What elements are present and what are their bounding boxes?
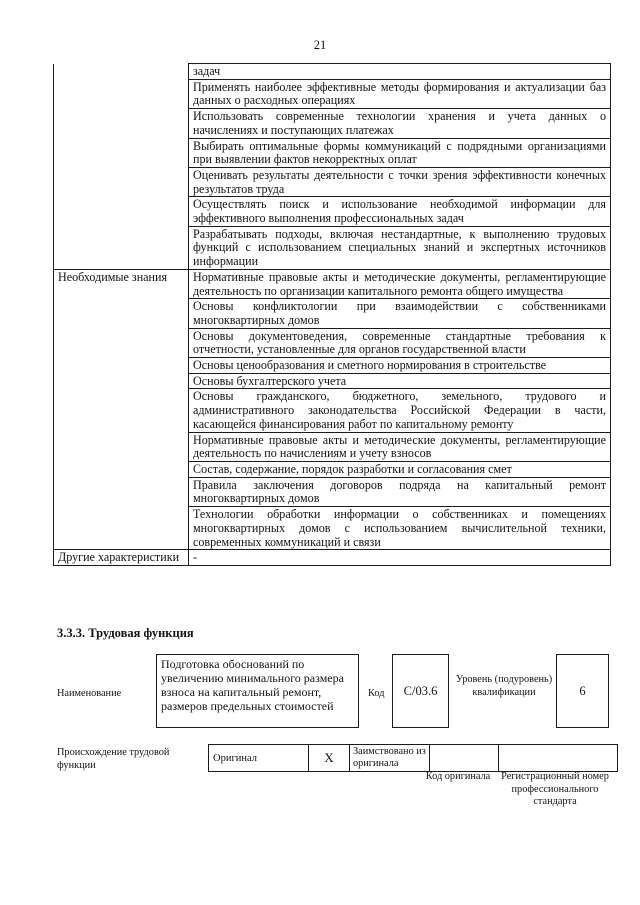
row-category-cell <box>54 64 189 80</box>
row-category-cell <box>54 226 189 269</box>
row-category-cell <box>54 167 189 196</box>
skills-knowledge-table <box>53 63 611 566</box>
table-row <box>54 373 611 389</box>
origin-code-caption: Код оригинала <box>425 771 491 782</box>
code-label: Код <box>368 688 385 699</box>
row-text-cell: Оценивать результаты деятельности с точки зрения эффективности конечных результатов труда <box>189 167 611 196</box>
row-category-cell <box>54 299 189 328</box>
table-row <box>54 64 611 80</box>
row-text-cell: Использовать современные технологии хранения и учета данных о начислениях и поступающих платежах <box>189 109 611 138</box>
row-text-cell: Основы конфликтологии при взаимодействии с собственниками многоквартирных домов <box>189 299 611 328</box>
row-text-cell: Нормативные правовые акты и методические документы, регламентирующие деятельность по начислениям и учету взносов <box>189 432 611 461</box>
page-number: 21 <box>313 38 327 52</box>
row-category-cell <box>54 358 189 374</box>
row-text-cell: - <box>189 550 611 566</box>
row-text-cell: задач <box>189 64 611 80</box>
row-text-cell: Основы документоведения, современные стандартные требования к отчетности, установленные для органов государственной власти <box>189 328 611 357</box>
table-row <box>54 461 611 477</box>
table-row <box>54 328 611 357</box>
row-category-cell <box>54 373 189 389</box>
row-category-cell <box>54 432 189 461</box>
origin-reg-number-cell <box>499 745 618 772</box>
row-text-cell: Выбирать оптимальные формы коммуникаций с подрядными организациями при выявлении фактов некорректных оплат <box>189 138 611 167</box>
table-row <box>54 79 611 108</box>
row-text-cell: Состав, содержание, порядок разработки и согласования смет <box>189 461 611 477</box>
function-code-value: С/03.6 <box>392 654 449 728</box>
origin-original-cell: Оригинал <box>209 745 309 772</box>
row-text-cell: Осуществлять поиск и использование необходимой информации для эффективного выполнения профессиональных задач <box>189 197 611 226</box>
row-category-cell <box>54 109 189 138</box>
row-text-cell: Технологии обработки информации о собственниках и помещениях многоквартирных домов с использованием вычислительной техники, современных коммуникаций и связи <box>189 507 611 550</box>
qualification-level-label: Уровень (подуровень) квалификации <box>455 674 553 698</box>
row-category-cell: Необходимые знания <box>54 269 189 298</box>
table-row <box>54 358 611 374</box>
qualification-level-value: 6 <box>556 654 609 728</box>
row-category-cell <box>54 79 189 108</box>
origin-mark-cell: X <box>309 745 350 772</box>
origin-label: Происхождение трудовой функции <box>57 747 170 771</box>
table-row <box>54 477 611 506</box>
row-category-cell <box>54 389 189 432</box>
row-text-cell: Основы ценообразования и сметного нормирования в строительстве <box>189 358 611 374</box>
row-category-cell <box>54 138 189 167</box>
table-row <box>54 432 611 461</box>
row-text-cell: Разрабатывать подходы, включая нестандартные, к выполнению трудовых функций с использованием специальных знаний и экспертных источников информации <box>189 226 611 269</box>
table-row <box>54 226 611 269</box>
row-category-cell <box>54 477 189 506</box>
table-row <box>54 138 611 167</box>
row-category-cell <box>54 197 189 226</box>
row-text-cell: Основы бухгалтерского учета <box>189 373 611 389</box>
function-name-value: Подготовка обоснований по увеличению минимального размера взноса на капитальный ремонт, размеров предельных стоимостей <box>156 654 359 728</box>
row-category-cell: Другие характеристики <box>54 550 189 566</box>
section-title: 3.3.3. Трудовая функция <box>57 626 194 640</box>
table-row <box>54 299 611 328</box>
row-category-cell <box>54 507 189 550</box>
row-text-cell: Правила заключения договоров подряда на капитальный ремонт многоквартирных домов <box>189 477 611 506</box>
table-row <box>54 197 611 226</box>
name-label: Наименование <box>57 688 122 699</box>
table-row <box>54 109 611 138</box>
table-row <box>54 389 611 432</box>
table-row <box>54 507 611 550</box>
table-row <box>54 167 611 196</box>
row-text-cell: Применять наиболее эффективные методы формирования и актуализации баз данных о расходных операциях <box>189 79 611 108</box>
origin-borrowed-cell: Заимствовано из оригинала <box>350 745 430 772</box>
row-text-cell: Основы гражданского, бюджетного, земельного, трудового и административного законодательства Российской Федерации в части, касающейся финансирования работ по капитальному ремонту <box>189 389 611 432</box>
origin-code-cell <box>430 745 499 772</box>
registration-number-caption: Регистрационный номер профессионального стандарта <box>501 771 609 807</box>
origin-table <box>208 744 618 772</box>
row-text-cell: Нормативные правовые акты и методические документы, регламентирующие деятельность по организации капитального ремонта общего имущества <box>189 269 611 298</box>
table-row <box>54 550 611 566</box>
table-row <box>54 269 611 298</box>
row-category-cell <box>54 461 189 477</box>
row-category-cell <box>54 328 189 357</box>
